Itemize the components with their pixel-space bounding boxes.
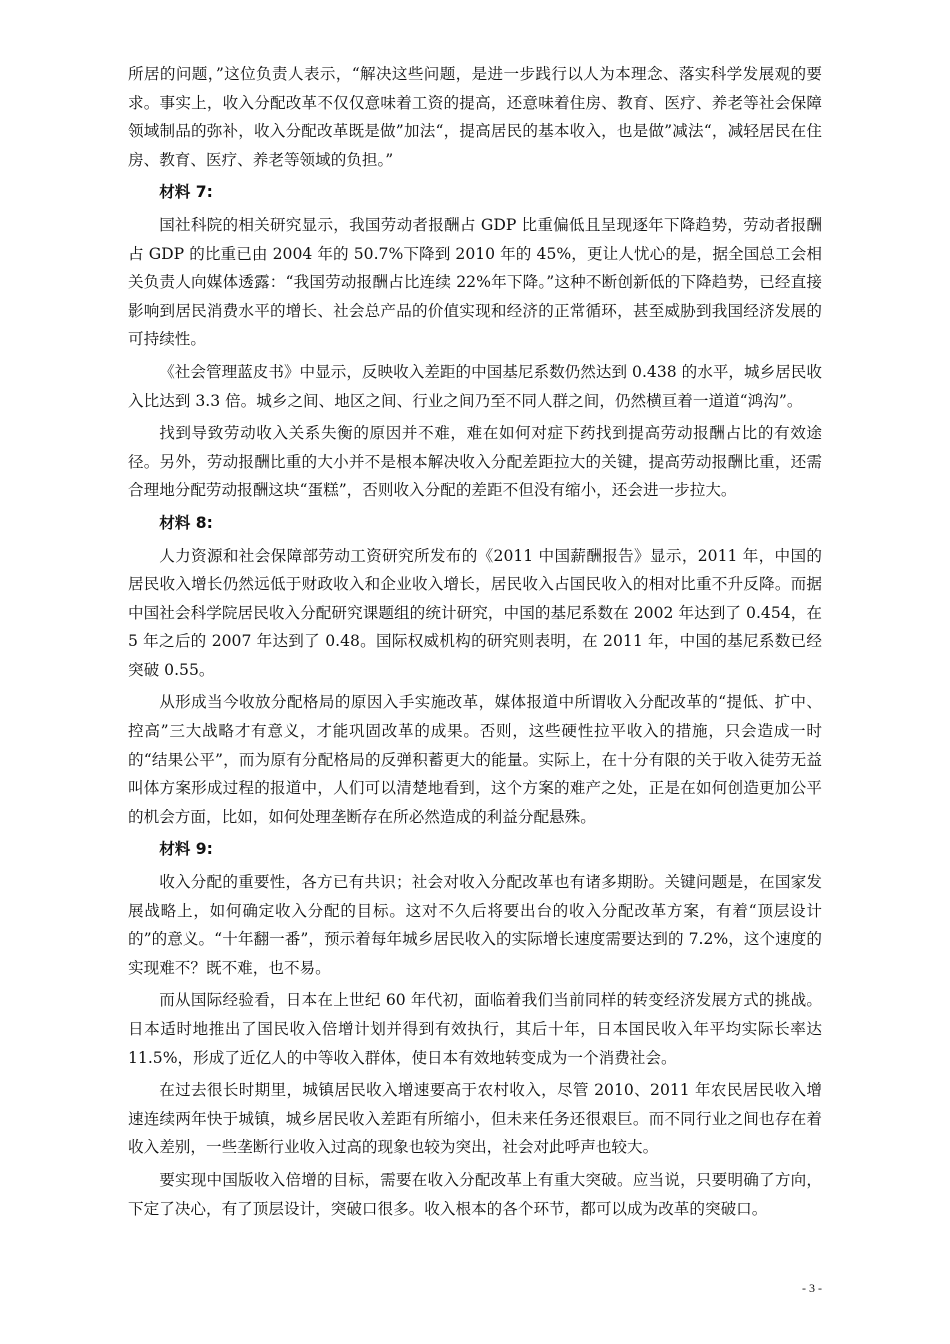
page-number: - 3 -	[802, 1281, 822, 1295]
paragraph: 收入分配的重要性，各方已有共识；社会对收入分配改革也有诸多期盼。关键问题是，在国家发展战略上，如何确定收入分配的目标。这对不久后将要出台的收入分配改革方案，有着“顶层设计的”的意义。“十年翻一番”，预示着每年城乡居民收入的实际增长速度需要达到的 7.2%，这个速度的实现难不？既不难，也不易。	[128, 873, 822, 977]
document-body	[128, 60, 822, 1227]
paragraph: 要实现中国版收入倍增的目标，需要在收入分配改革上有重大突破。应当说，只要明确了方向，下定了决心，有了顶层设计，突破口很多。收入根本的各个环节，都可以成为改革的突破口。	[128, 1170, 822, 1218]
section-heading: 材料 9:	[159, 840, 213, 859]
paragraph: 《社会管理蓝皮书》中显示，反映收入差距的中国基尼系数仍然达到 0.438 的水平，城乡居民收入比达到 3.3 倍。城乡之间、地区之间、行业之间乃至不同人群之间，仍然横亘着一道道“鸿沟”。	[128, 362, 822, 410]
paragraph: 从形成当今收放分配格局的原因入手实施改革，媒体报道中所谓收入分配改革的“提低、扩中、控高”三大战略才有意义，才能巩固改革的成果。否则，这些硬性拉平收入的措施，只会造成一时的“结果公平”，而为原有分配格局的反弹积蓄更大的能量。实际上，在十分有限的关于收入徒劳无益叫体方案形成过程的报道中，人们可以清楚地看到，这个方案的难产之处，正是在如何创造更加公平的机会方面，比如，如何处理垄断存在所必然造成的利益分配悬殊。	[128, 693, 822, 826]
section-material-8	[128, 509, 822, 832]
paragraph: 国社科院的相关研究显示，我国劳动者报酬占 GDP 比重偏低且呈现逐年下降趋势，劳动者报酬占 GDP 的比重已由 2004 年的 50.7%下降到 2010 年的 45%，更让人忧心的是，据全国总工会相关负责人向媒体透露：“我国劳动报酬占比连续 22%年下降。”这种不断创新低的下降趋势，已经直接影响到居民消费水平的增长、社会总产品的价值实现和经济的正常循环，甚至威胁到我国经济发展的可持续性。	[128, 215, 822, 349]
section-heading: 材料 8:	[159, 513, 213, 532]
section-material-9	[128, 835, 822, 1223]
paragraph: 而从国际经验看，日本在上世纪 60 年代初，面临着我们当前同样的转变经济发展方式的挑战。日本适时地推出了国民收入倍增计划并得到有效执行，其后十年，日本国民收入年平均实际长率达 11.5%，形成了近亿人的中等收入群体，使日本有效地转变成为一个消费社会。	[128, 991, 822, 1067]
section-heading: 材料 7:	[159, 183, 213, 202]
paragraph: 找到导致劳动收入关系失衡的原因并不难，难在如何对症下药找到提高劳动报酬占比的有效途径。另外，劳动报酬比重的大小并不是根本解决收入分配差距拉大的关键，提高劳动报酬比重，还需合理地分配劳动报酬这块“蛋糕”，否则收入分配的差距不但没有缩小，还会进一步拉大。	[128, 424, 822, 500]
section-material-7	[128, 178, 822, 505]
paragraph: 在过去很长时期里，城镇居民收入增速要高于农村收入，尽管 2010、2011 年农民居民收入增速连续两年快于城镇，城乡居民收入差距有所缩小，但未来任务还很艰巨。而不同行业之间也存在着收入差别，一些垄断行业收入过高的现象也较为突出，社会对此呼声也较大。	[128, 1081, 822, 1157]
paragraph: 人力资源和社会保障部劳动工资研究所发布的《2011 中国薪酬报告》显示，2011 年，中国的居民收入增长仍然远低于财政收入和企业收入增长，居民收入占国民收入的相对比重不升反降。而据中国社会科学院居民收入分配研究课题组的统计研究，中国的基尼系数在 2002 年达到了 0.454，在 5 年之后的 2007 年达到了 0.48。国际权威机构的研究则表明，在 2011 年，中国的基尼系数已经突破 0.55。	[128, 546, 822, 679]
opening-paragraph: 所居的问题，”这位负责人表示，“解决这些问题，是进一步践行以人为本理念、落实科学发展观的要求。事实上，收入分配改革不仅仅意味着工资的提高，还意味着住房、教育、医疗、养老等社会保障领域制品的弥补，收入分配改革既是做”加法“，提高居民的基本收入，也是做”减法“，减轻居民在住房、教育、医疗、养老等领域的负担。”	[128, 65, 822, 169]
